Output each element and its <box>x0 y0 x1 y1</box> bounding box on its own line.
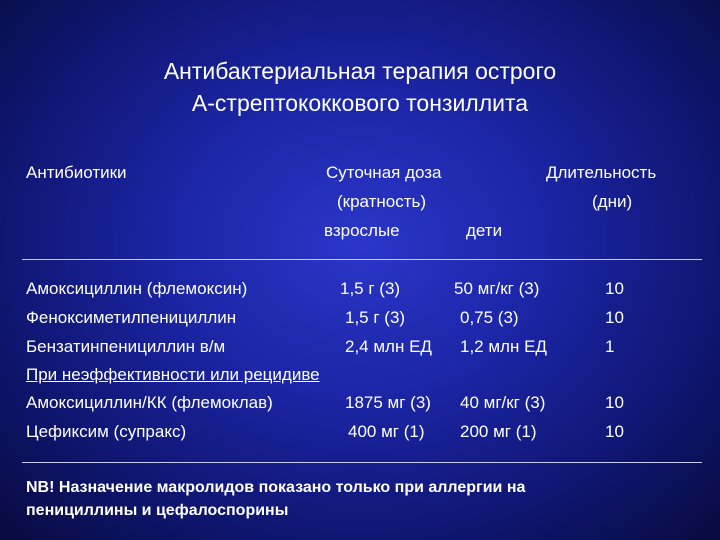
row-adults-dose: 400 мг (1) <box>348 422 425 441</box>
note-line2: пенициллины и цефалоспорины <box>26 502 289 519</box>
slide-title-line2: А-стрептококкового тонзиллита <box>191 90 529 116</box>
header-antibiotics: Антибиотики <box>26 163 127 182</box>
row-adults-dose: 2,4 млн ЕД <box>345 337 432 356</box>
section-label-recurrence: При неэффективности или рецидиве <box>26 365 320 384</box>
row-days: 10 <box>605 279 624 298</box>
row-adults-dose: 1875 мг (3) <box>345 393 431 412</box>
note-line1: NB! Назначение макролидов показано только при аллергии на <box>26 479 526 496</box>
row-adults-dose: 1,5 г (3) <box>345 308 406 327</box>
row-days: 1 <box>605 337 615 356</box>
row-drug: Бензатинпенициллин в/м <box>26 337 226 356</box>
slide-title-line1: Антибактериальная терапия острого <box>163 58 557 84</box>
row-drug: Феноксиметилпенициллин <box>26 308 237 327</box>
row-drug: Амоксициллин (флемоксин) <box>26 279 248 298</box>
row-children-dose: 0,75 (3) <box>460 308 519 327</box>
row-adults-dose: 1,5 г (3) <box>340 279 401 298</box>
row-drug: Цефиксим (супракс) <box>26 422 187 441</box>
row-days: 10 <box>605 308 624 327</box>
row-children-dose: 40 мг/кг (3) <box>460 393 546 412</box>
header-divider <box>22 259 702 260</box>
row-children-dose: 50 мг/кг (3) <box>454 279 540 298</box>
header-adults: взрослые <box>324 221 400 240</box>
row-days: 10 <box>605 393 624 412</box>
row-children-dose: 1,2 млн ЕД <box>460 337 547 356</box>
header-duration: Длительность <box>546 163 657 182</box>
header-days: (дни) <box>592 192 633 211</box>
row-children-dose: 200 мг (1) <box>460 422 537 441</box>
note-divider <box>22 462 702 463</box>
row-days: 10 <box>605 422 624 441</box>
header-children: дети <box>466 221 503 240</box>
row-drug: Амоксициллин/КК (флемоклав) <box>26 393 273 412</box>
header-daily-dose: Суточная доза <box>326 163 442 182</box>
header-frequency: (кратность) <box>337 192 427 211</box>
